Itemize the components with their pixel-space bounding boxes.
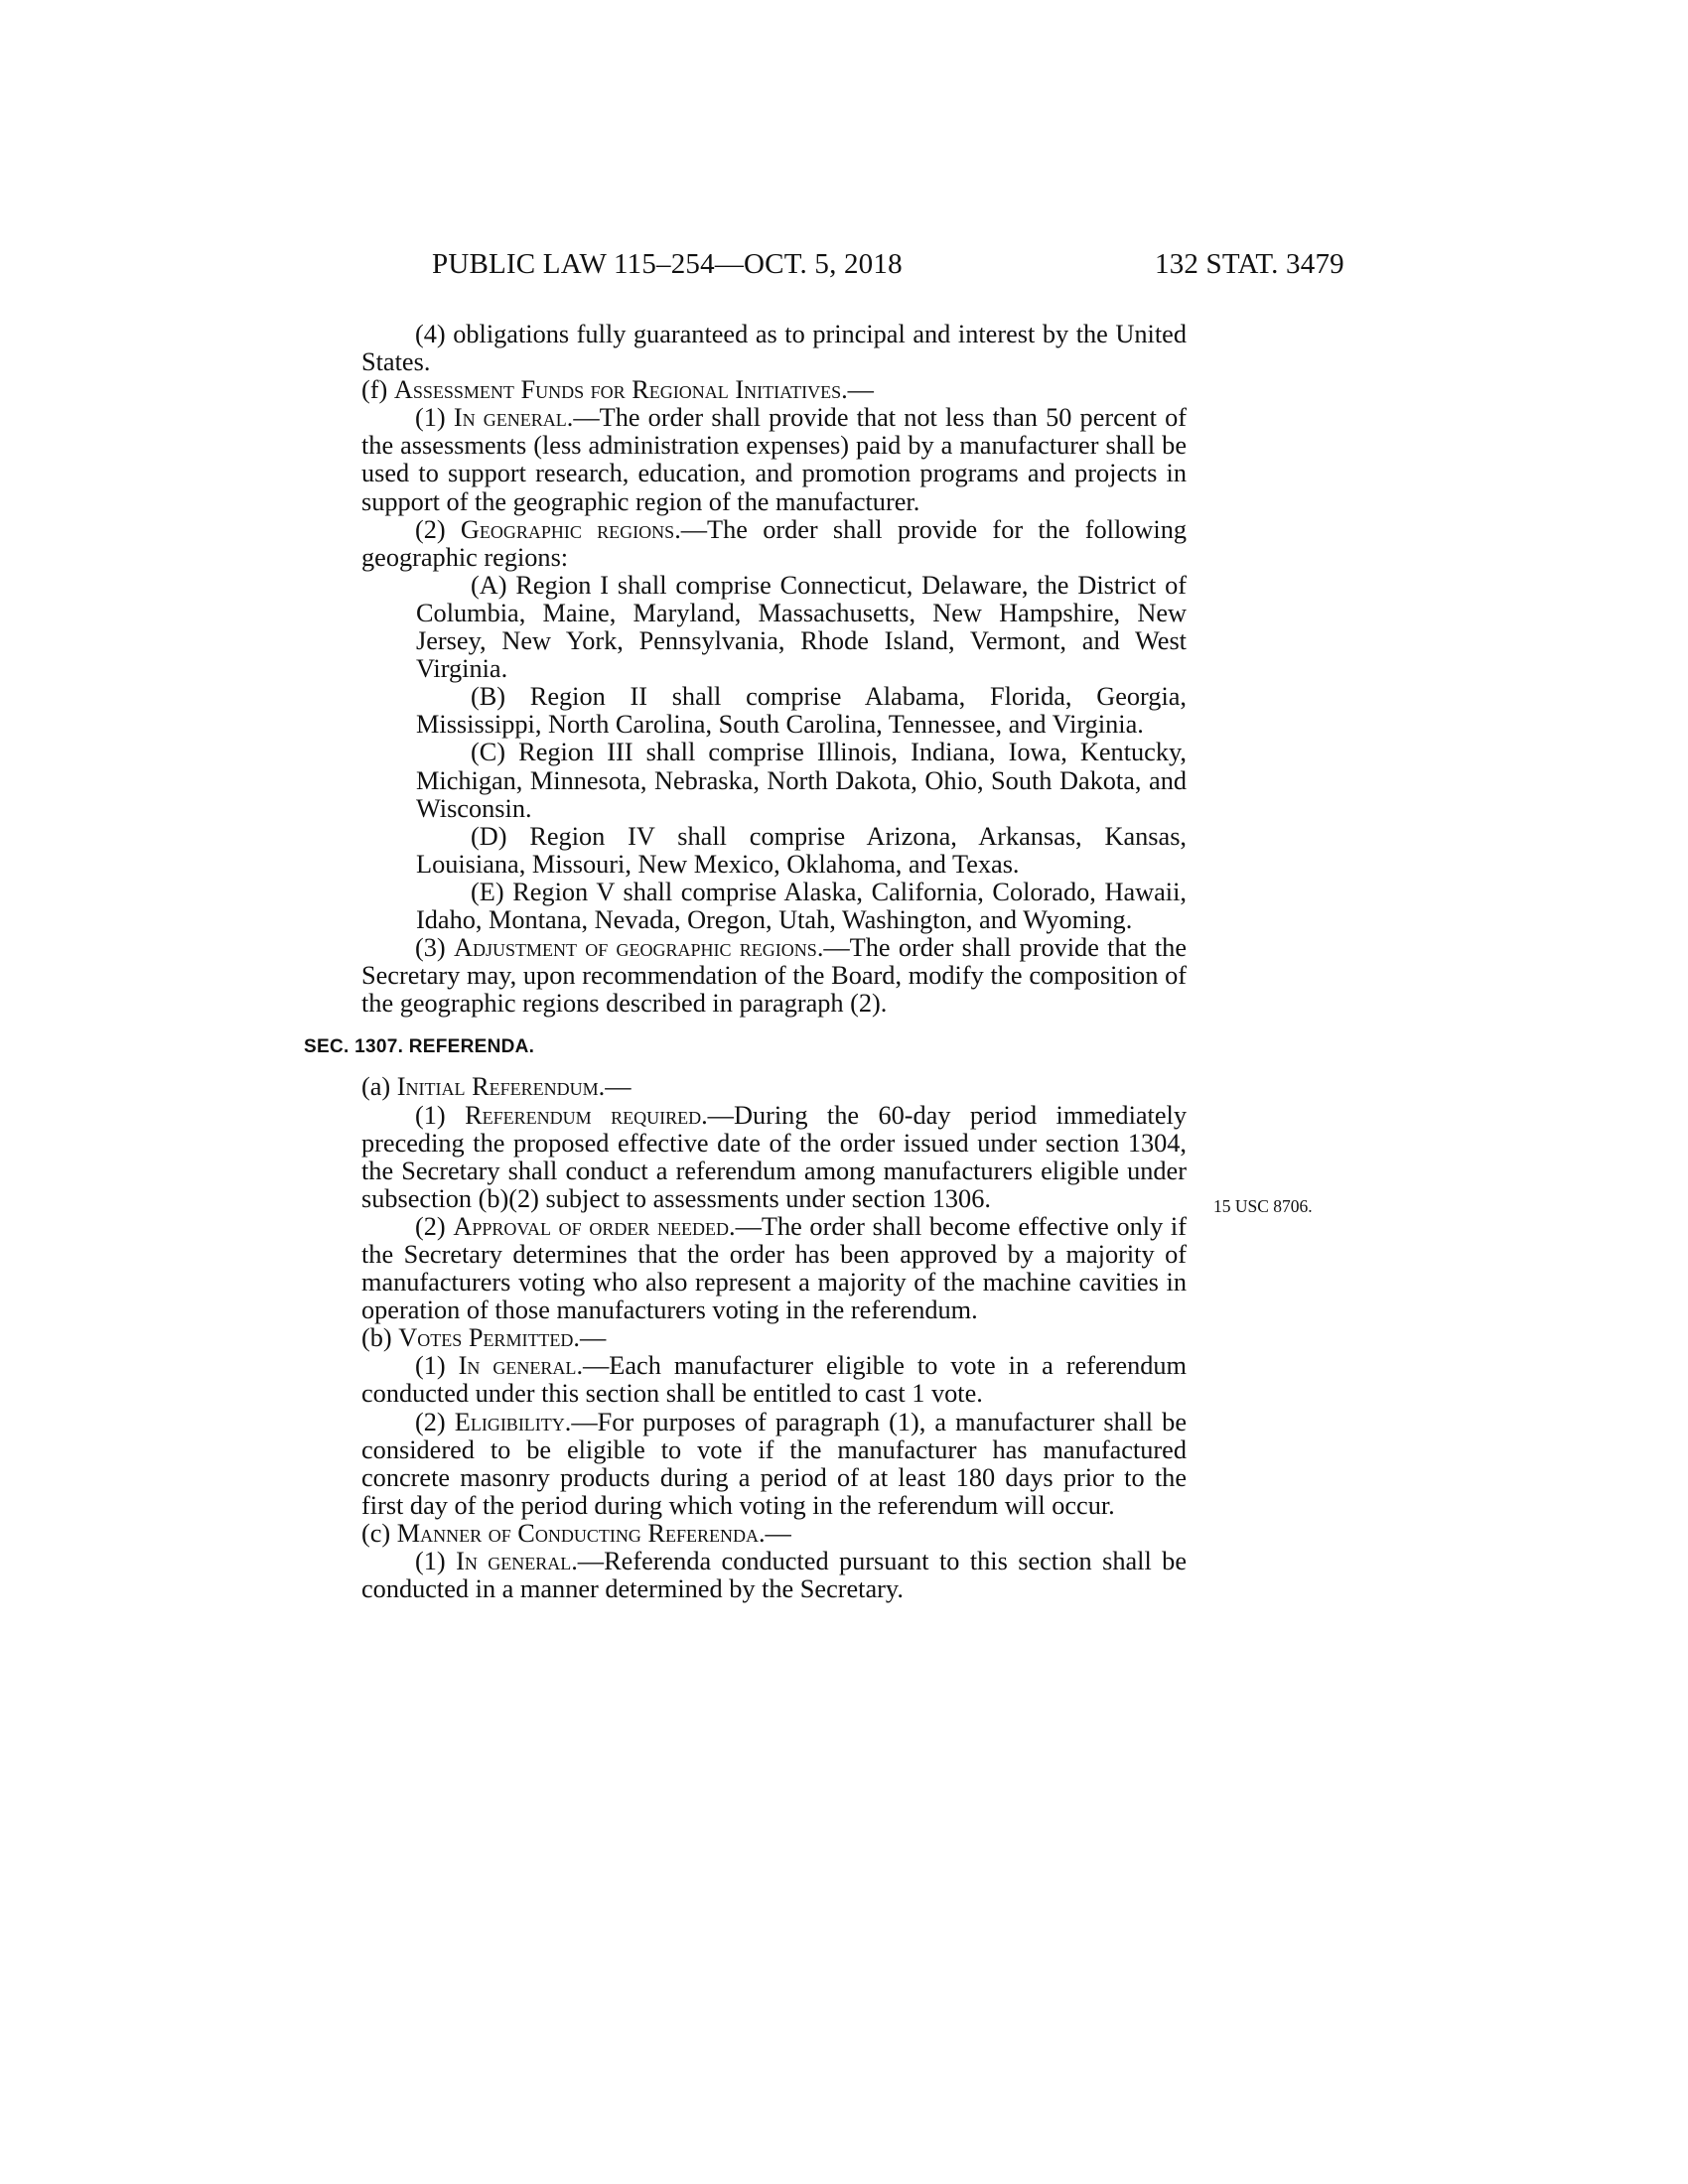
- b2-body: .—For purposes of paragraph (1), a manufacturer shall be considered to be eligible to vote if the manufacturer has manufactured concrete masonry products during a period of at least 180 days prior to the first day of the period during which voting in the referendum will occur.: [361, 1407, 1187, 1520]
- region-d-text: (D) Region IV shall comprise Arizona, Arkansas, Kansas, Louisiana, Missouri, New Mexico, Oklahoma, and Texas.: [416, 821, 1187, 879]
- region-b: [416, 683, 1187, 739]
- c1-prefix: (1): [415, 1547, 457, 1576]
- b2-prefix: (2): [415, 1407, 455, 1436]
- subsection-a-title: Initial Referendum.—: [396, 1072, 632, 1102]
- paragraph-a1: [361, 1102, 1187, 1213]
- f2-prefix: (2): [415, 514, 461, 544]
- a1-prefix: (1): [415, 1100, 466, 1130]
- paragraph-b1: [361, 1352, 1187, 1408]
- b1-prefix: (1): [415, 1351, 459, 1381]
- running-header: [0, 248, 1688, 288]
- subsection-c-heading: [361, 1520, 1187, 1548]
- f1-body: .—The order shall provide that not less than 50 percent of the assessments (less administration expenses) paid by a manufacturer shall be used to support research, education, and promotion programs and projects in support of the geographic region of the manufacturer.: [361, 403, 1187, 516]
- f3-body: .—The order shall provide that the Secretary may, upon recommendation of the Board, modify the composition of the geographic regions described in paragraph (2).: [361, 933, 1187, 1019]
- subsection-c-title: Manner of Conducting Referenda.—: [396, 1518, 791, 1548]
- paragraph-f2: [361, 516, 1187, 572]
- region-b-text: (B) Region II shall comprise Alabama, Florida, Georgia, Mississippi, North Carolina, South Carolina, Tennessee, and Virginia.: [416, 682, 1187, 740]
- paragraph-f3: [361, 934, 1187, 1018]
- region-d: [416, 823, 1187, 879]
- f3-prefix: (3): [415, 933, 454, 963]
- b2-head: Eligibility: [454, 1407, 565, 1436]
- region-e-text: (E) Region V shall comprise Alaska, California, Colorado, Hawaii, Idaho, Montana, Nevada, Oregon, Utah, Washington, and Wyoming.: [416, 877, 1187, 934]
- f2-body: .—The order shall provide for the following geographic regions:: [361, 514, 1187, 572]
- subsection-b-heading: [361, 1324, 1187, 1352]
- c1-body: .—Referenda conducted pursuant to this section shall be conducted in a manner determined by the Secretary.: [361, 1547, 1187, 1604]
- subsection-f-prefix: (f): [361, 375, 394, 405]
- paragraph-f1: [361, 404, 1187, 515]
- region-a: [416, 572, 1187, 683]
- f3-head: Adjustment of geographic regions: [453, 933, 817, 963]
- subsection-a-prefix: (a): [361, 1072, 397, 1102]
- subsection-f-heading: [361, 376, 1187, 404]
- statute-body: [304, 320, 1187, 1604]
- b1-body: .—Each manufacturer eligible to vote in a referendum conducted under this section shall be entitled to cast 1 vote.: [361, 1351, 1187, 1409]
- subsection-c-prefix: (c): [361, 1518, 397, 1548]
- paragraph-a2: [361, 1213, 1187, 1324]
- f1-prefix: (1): [415, 403, 454, 433]
- paragraph-b2: [361, 1409, 1187, 1520]
- f1-head: In general: [453, 403, 567, 433]
- subsection-b-prefix: (b): [361, 1323, 399, 1353]
- b1-head: In general: [458, 1351, 577, 1381]
- region-a-text: (A) Region I shall comprise Connecticut, Delaware, the District of Columbia, Maine, Maryland, Massachusetts, New Hampshire, New Jersey, New York, Pennsylvania, Rhode Island, Vermont, and West Virginia.: [416, 570, 1187, 684]
- running-head: PUBLIC LAW 115–254—OCT. 5, 2018: [432, 248, 903, 280]
- a1-body: .—During the 60-day period immediately preceding the proposed effective date of the order issued under section 1304, the Secretary shall conduct a referendum among manufacturers eligible under subsection (b)(2) subject to assessments under section 1306.: [361, 1100, 1187, 1213]
- subsection-a-heading: [361, 1073, 1187, 1101]
- paragraph-e4: (4) obligations fully guaranteed as to principal and interest by the United States.: [361, 320, 1187, 377]
- subsection-b-title: Votes Permitted.—: [398, 1323, 607, 1353]
- region-e: [416, 879, 1187, 934]
- c1-head: In general: [456, 1547, 572, 1576]
- subsection-f-title: Assessment Funds for Regional Initiatives.—: [393, 375, 874, 405]
- stat-page-number: 132 STAT. 3479: [1155, 248, 1344, 280]
- region-c-text: (C) Region III shall comprise Illinois, Indiana, Iowa, Kentucky, Michigan, Minnesota, Nebraska, North Dakota, Ohio, South Dakota, and Wisconsin.: [416, 738, 1187, 823]
- a2-head: Approval of order needed: [453, 1211, 730, 1241]
- usc-citation-note: 15 USC 8706.: [1213, 1196, 1313, 1216]
- a1-head: Referendum required: [465, 1100, 702, 1130]
- f2-head: Geographic regions: [460, 514, 675, 544]
- a2-prefix: (2): [415, 1211, 454, 1241]
- section-1307-heading: SEC. 1307. REFERENDA.: [304, 1036, 535, 1058]
- paragraph-c1: [361, 1548, 1187, 1603]
- region-c: [416, 739, 1187, 822]
- a2-body: .—The order shall become effective only if the Secretary determines that the order has been approved by a majority of manufacturers voting who also represent a majority of the machine cavities in operation of those manufacturers voting in the referendum.: [361, 1211, 1187, 1325]
